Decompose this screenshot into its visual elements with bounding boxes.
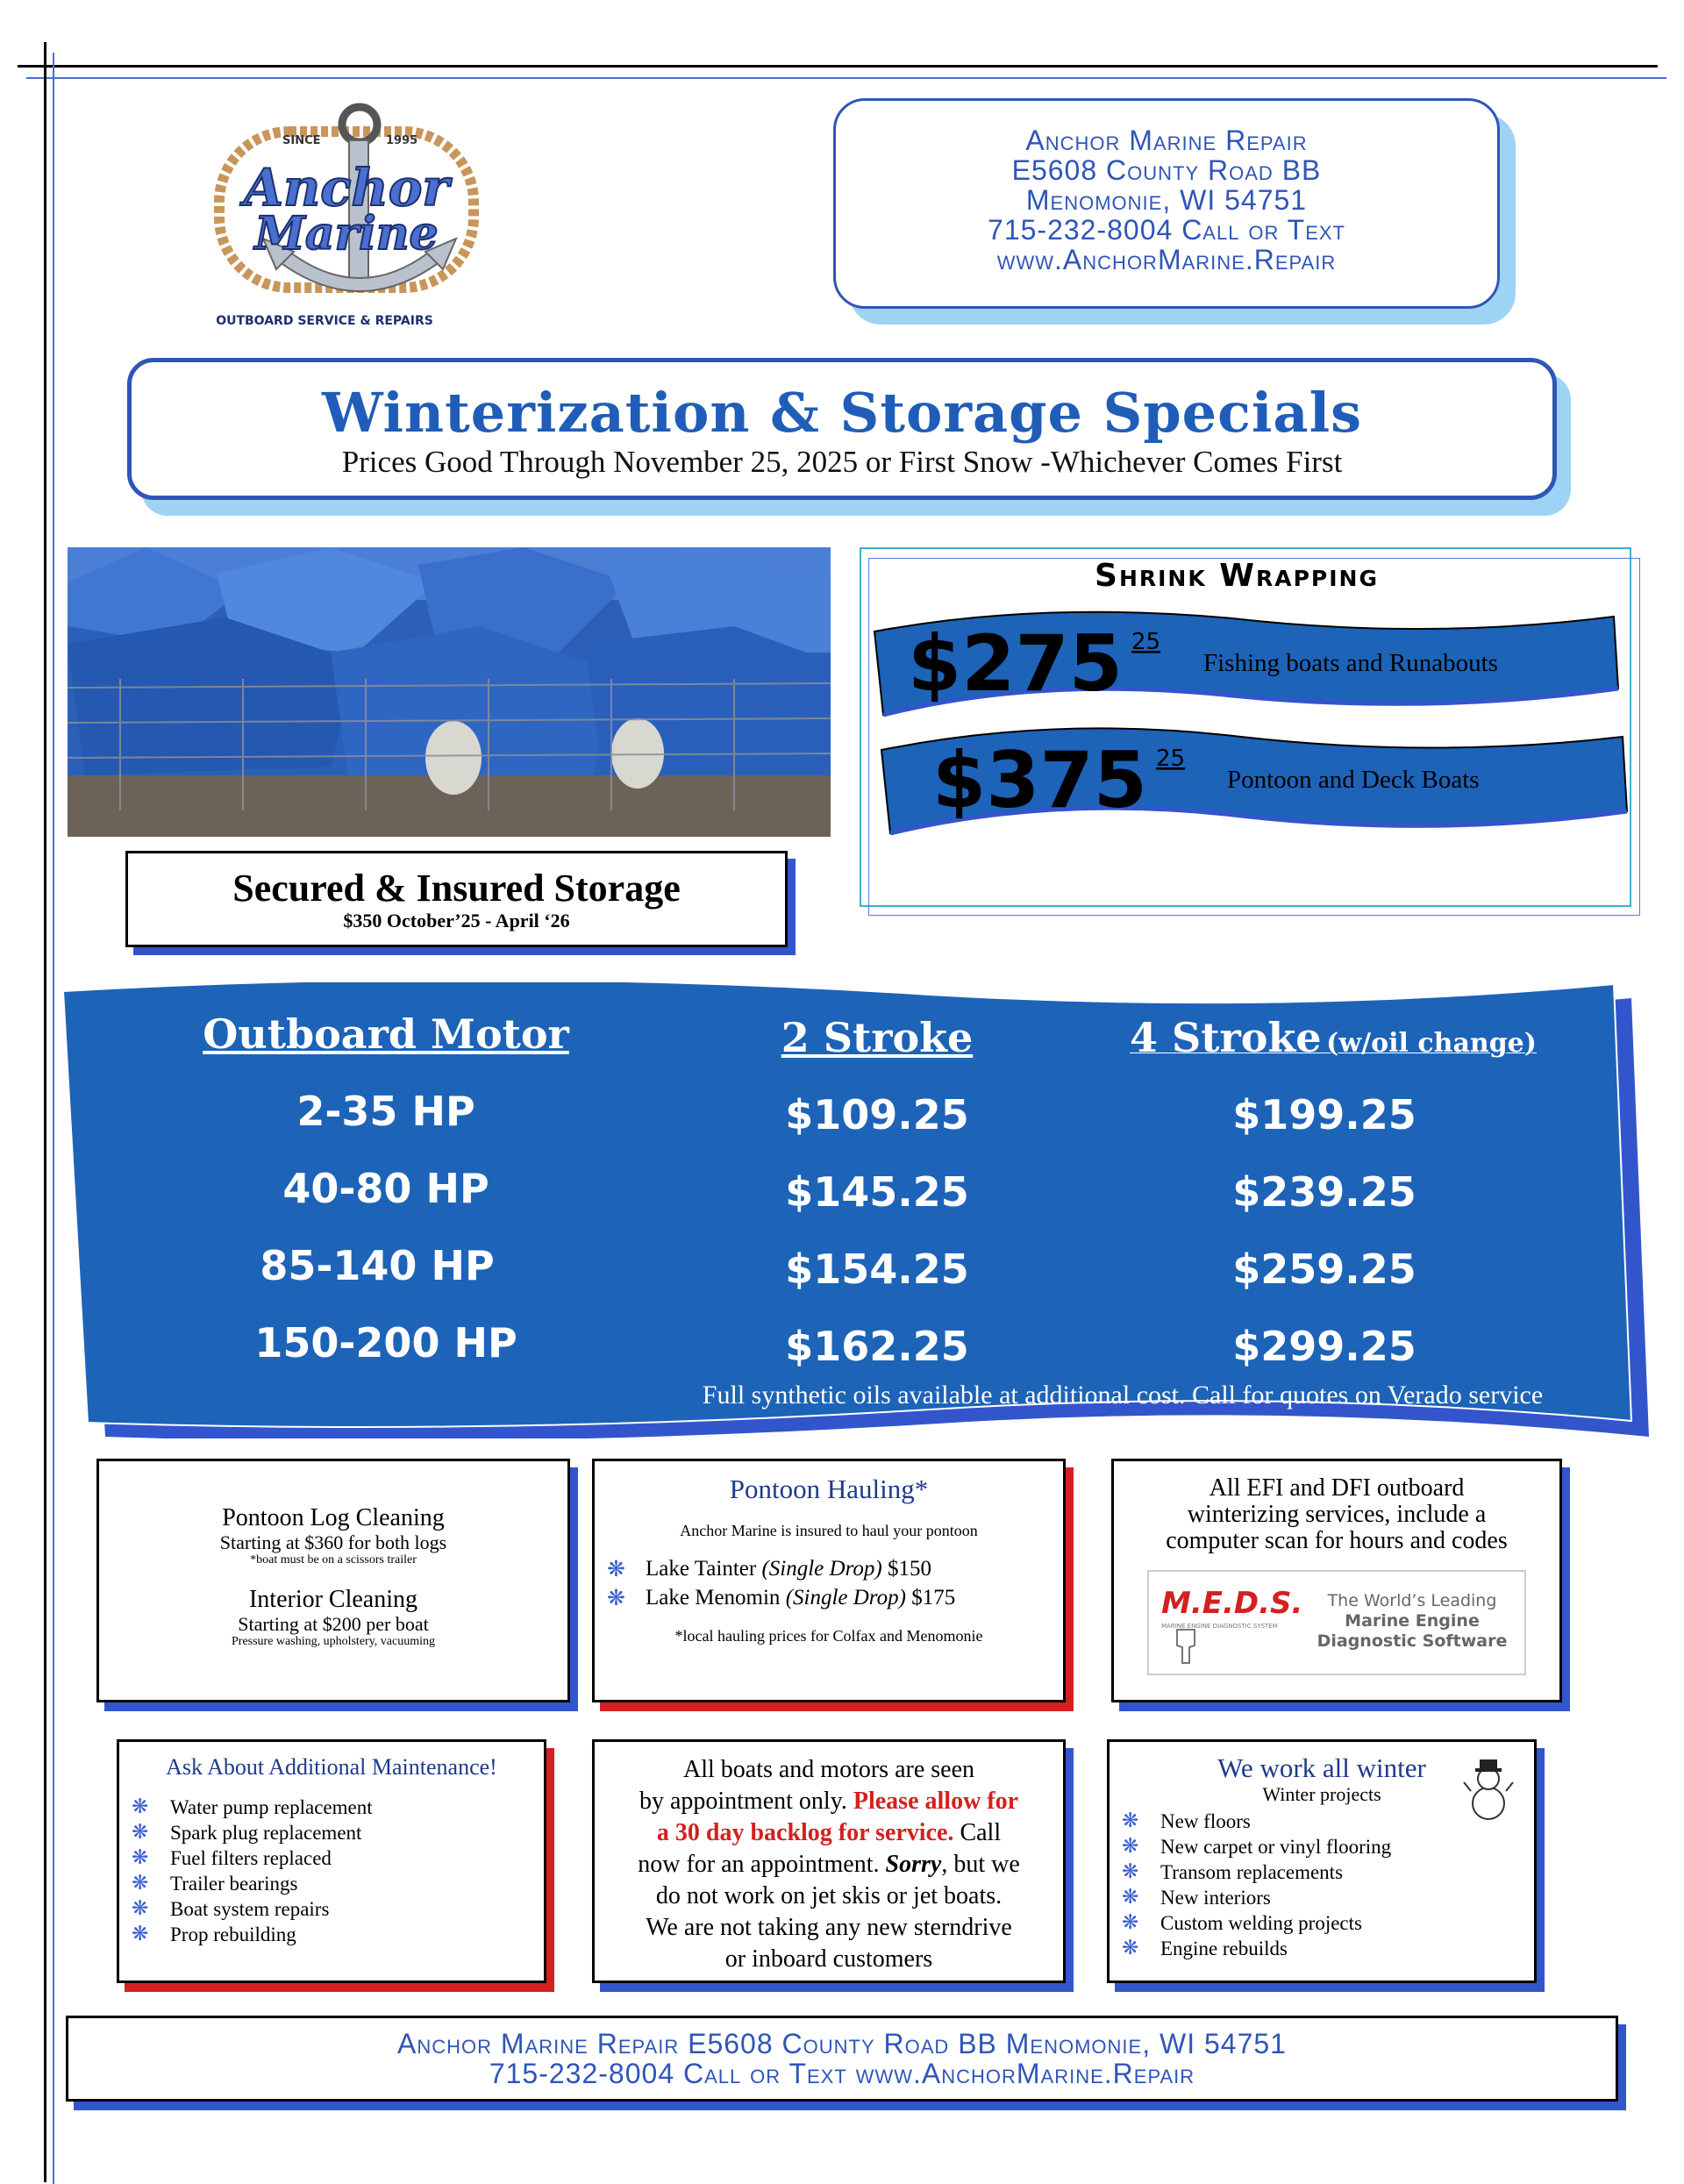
snowflake-icon: ❋ [1122,1886,1139,1909]
snowflake-icon: ❋ [1122,1937,1139,1959]
meds-logo-tag: MARINE ENGINE DIAGNOSTIC SYSTEM [1161,1623,1278,1630]
contact-line: Anchor Marine Repair [1025,125,1308,156]
winter-item: ❋ New floors [1122,1809,1251,1832]
row-hp: 150-200 HP [254,1319,517,1367]
interior-cleaning-price: Starting at $200 per boat [238,1613,429,1635]
pontoon-hauling-footnote: *local hauling prices for Colfax and Menomonie [674,1627,983,1645]
price-pontoon-cents: 25 [1156,746,1186,772]
row-2-stroke-price: $154.25 [785,1245,969,1293]
snowflake-icon: ❋ [132,1872,149,1895]
pontoon-hauling-title: Pontoon Hauling* [729,1474,929,1504]
row-2-stroke-price: $162.25 [785,1323,969,1370]
pontoon-log-cleaning-note: *boat must be on a scissors trailer [250,1553,417,1567]
appointment-line: by appointment only. [639,1788,847,1815]
meds-logo-text: M.E.D.S. [1161,1586,1303,1621]
row-hp: 40-80 HP [282,1165,489,1212]
winter-item: ❋ New interiors [1122,1886,1271,1909]
meds-line: Diagnostic Software [1317,1631,1508,1651]
interior-cleaning-note: Pressure washing, upholstery, vacuuming [232,1635,435,1648]
shrink-wrap-ribbons [864,592,1636,890]
maintenance-title: Ask About Additional Maintenance! [166,1754,497,1780]
appointment-line: , but we [941,1851,1020,1878]
pontoon-cleaning-box [96,1459,570,1702]
contact-line: E5608 County Road BB [1011,154,1322,186]
anchor-marine-logo [210,98,482,335]
maintenance-box [117,1739,546,1983]
snowflake-icon: ❋ [1122,1809,1139,1832]
appointment-warning: Please allow for [853,1788,1019,1815]
winter-item: ❋ Transom replacements [1122,1860,1344,1883]
snowflake-icon: ❋ [607,1556,625,1581]
snowflake-icon: ❋ [607,1585,625,1610]
outboard-motor-icon [1168,1628,1203,1667]
footer-phone-web[interactable]: 715-232-8004 Call or Text www.AnchorMarine.Repair [489,2058,1195,2089]
col-header-motor: Outboard Motor [203,1010,569,1058]
appointment-warning: a 30 day backlog for service. [656,1819,954,1846]
desc-fishing-boats: Fishing boats and Runabouts [1203,649,1498,677]
logo-tagline: OUTBOARD SERVICE & REPAIRS [216,314,433,328]
left-rule [44,42,46,2182]
outboard-note: Full synthetic oils available at additional cost. Call for quotes on Verado service [702,1381,1544,1410]
row-4-stroke-price: $259.25 [1232,1245,1416,1293]
shrink-wrapped-boats-photo [68,547,831,837]
snowflake-icon: ❋ [1122,1911,1139,1934]
logo-year: 1995 [386,134,418,147]
col-header-4-stroke [1088,1014,1579,1061]
maintenance-item: ❋ Water pump replacement [132,1795,373,1818]
shrink-wrap-title: Shrink Wrapping [1095,558,1379,594]
price-fishing-boats: $275 [908,618,1123,709]
logo-line1: Anchor [244,158,449,218]
snowflake-icon: ❋ [132,1897,149,1920]
storage-title: Secured & Insured Storage [232,867,681,910]
contact-website-link[interactable]: www.AnchorMarine.Repair [996,244,1337,275]
appointment-box [592,1739,1066,1983]
storage-detail: $350 October’25 - April ‘26 [343,910,570,931]
appointment-line: We are not taking any new sterndrive [646,1914,1012,1941]
contact-card [833,98,1500,309]
footer-address: Anchor Marine Repair E5608 County Road BB Menomonie, WI 54751 [397,2028,1287,2059]
appointment-line: or inboard customers [724,1945,933,1973]
col-header-2-stroke: 2 Stroke [781,1014,974,1061]
row-hp: 2-35 HP [296,1088,475,1135]
winter-item: ❋ Custom welding projects [1122,1911,1362,1934]
maintenance-item: ❋ Fuel filters replaced [132,1846,332,1869]
logo-since: SINCE [282,134,321,147]
efi-text-line: winterizing services, include a [1187,1501,1487,1528]
top-rule-blue [26,77,1666,79]
logo-line2: Marine [254,207,439,261]
meds-line: Marine Engine [1345,1611,1480,1631]
snowflake-icon: ❋ [132,1923,149,1945]
efi-text-line: computer scan for hours and codes [1166,1527,1508,1554]
row-hp: 85-140 HP [260,1242,495,1289]
row-2-stroke-price: $109.25 [785,1091,969,1138]
maintenance-item: ❋ Prop rebuilding [132,1923,296,1945]
price-fishing-cents: 25 [1131,629,1161,655]
appointment-line: do not work on jet skis or jet boats. [655,1882,1003,1909]
efi-dfi-box [1111,1459,1562,1702]
snowflake-icon: ❋ [132,1821,149,1844]
pontoon-log-cleaning-price: Starting at $360 for both logs [219,1531,447,1553]
page-subtitle: Prices Good Through November 25, 2025 or First Snow -Whichever Comes First [341,445,1343,479]
winter-item: ❋ New carpet or vinyl flooring [1122,1835,1392,1858]
snowflake-icon: ❋ [132,1795,149,1818]
meds-line: The World’s Leading [1327,1591,1497,1610]
contact-phone[interactable]: 715-232-8004 Call or Text [988,214,1345,246]
pontoon-hauling-box [592,1459,1066,1702]
pontoon-hauling-intro: Anchor Marine is insured to haul your pontoon [680,1522,978,1539]
maintenance-item: ❋ Boat system repairs [132,1897,330,1920]
maintenance-item: ❋ Trailer bearings [132,1872,298,1895]
col-header-4-stroke-label: 4 Stroke [1130,1014,1322,1061]
footer-contact [66,2016,1618,2102]
desc-pontoon-boats: Pontoon and Deck Boats [1227,766,1480,794]
contact-line: Menomonie, WI 54751 [1025,184,1308,216]
winter-projects-box [1107,1739,1537,1983]
winter-title: We work all winter [1217,1752,1426,1783]
row-4-stroke-price: $299.25 [1232,1323,1416,1370]
hauling-item-lake-menomin: ❋ Lake Menomin (Single Drop) $175 [607,1585,956,1610]
row-4-stroke-price: $199.25 [1232,1091,1416,1138]
title-banner [127,358,1557,500]
snowflake-icon: ❋ [1122,1835,1139,1858]
interior-cleaning-title: Interior Cleaning [248,1586,418,1613]
hauling-item-lake-tainter: ❋ Lake Tainter (Single Drop) $150 [607,1556,931,1581]
col-header-4-stroke-note: (w/oil change) [1326,1028,1537,1059]
page-title: Winterization & Storage Specials [321,381,1363,445]
snowflake-icon: ❋ [132,1846,149,1869]
row-4-stroke-price: $239.25 [1232,1168,1416,1216]
appointment-sorry: Sorry [885,1851,942,1878]
row-2-stroke-price: $145.25 [785,1168,969,1216]
appointment-line: now for an appointment. [638,1851,880,1878]
storage-box [125,851,788,947]
maintenance-item: ❋ Spark plug replacement [132,1821,362,1844]
efi-text-line: All EFI and DFI outboard [1209,1474,1465,1502]
winter-item: ❋ Engine rebuilds [1122,1937,1288,1959]
price-pontoon-boats: $375 [932,735,1147,825]
meds-logo [1147,1570,1526,1675]
appointment-line: Call [960,1819,1002,1846]
pontoon-log-cleaning-title: Pontoon Log Cleaning [222,1504,445,1531]
snowflake-icon: ❋ [1122,1860,1139,1883]
top-rule [18,65,1658,68]
winter-subtitle: Winter projects [1262,1783,1381,1805]
appointment-line: All boats and motors are seen [682,1756,975,1783]
